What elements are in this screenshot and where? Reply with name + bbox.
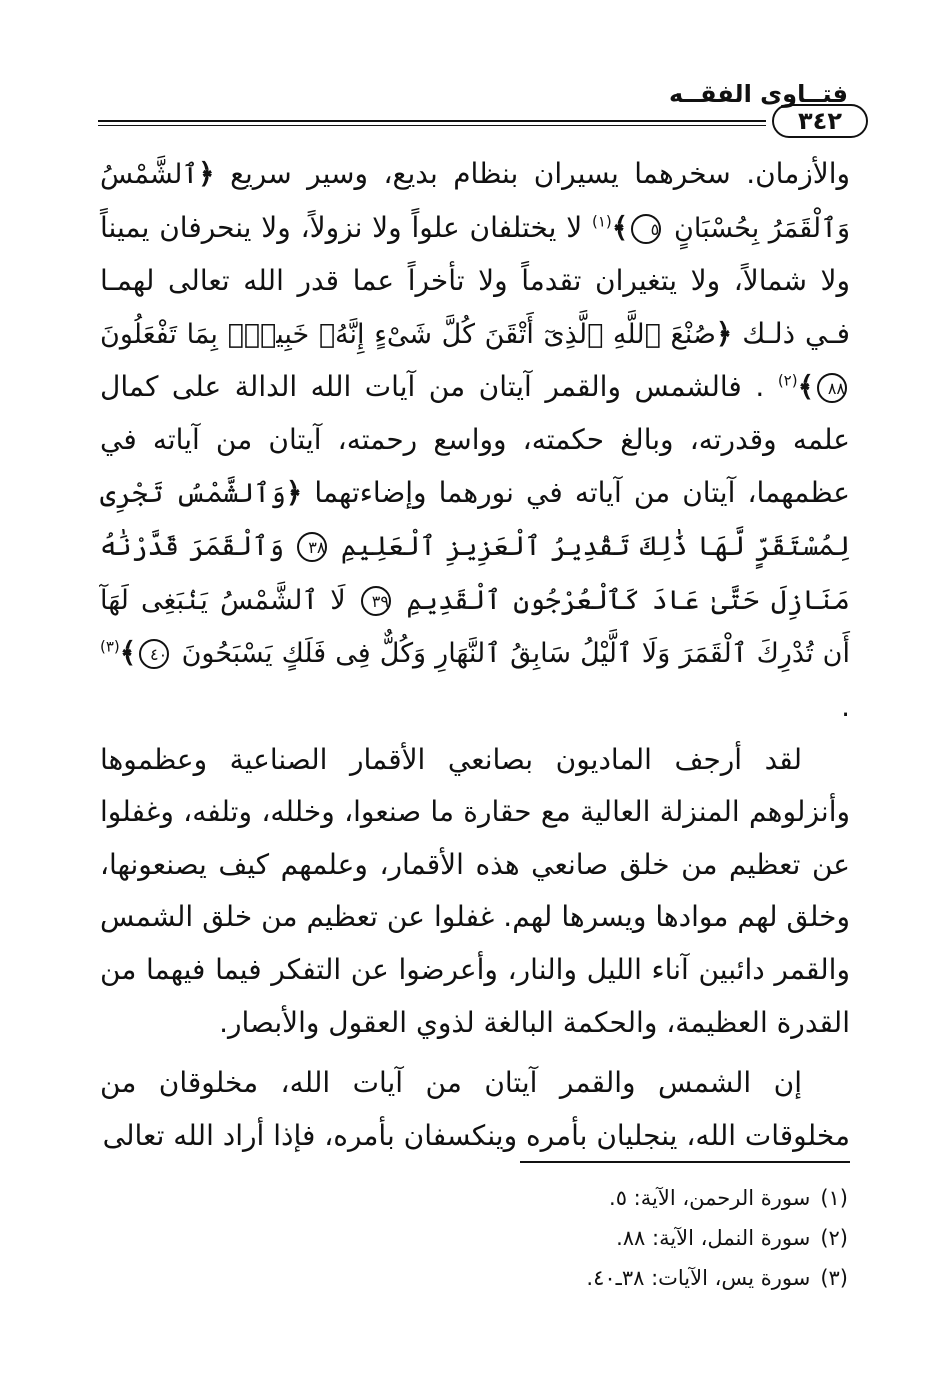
footnote-ref: (١)	[592, 212, 612, 231]
quran-open-bracket: ﴿	[285, 475, 303, 509]
footnote-number: (٢)	[820, 1226, 848, 1250]
quran-verse: لَا ٱلشَّمْسُ يَنۢبَغِى لَهَآ أَن تُدْرِكَ ٱلْقَمَرَ وَلَا ٱلَّيْلُ سَابِقُ ٱلنَّهَارِ وَكُلٌّ فِى فَلَكٍ يَسْبَحُونَ	[100, 584, 850, 670]
footnote-text: سورة الرحمن، الآية: ٥.	[609, 1186, 811, 1210]
quran-verse: وَٱلْقَمَرَ قَدَّرْنَٰهُ مَنَازِلَ حَتَّىٰ عَادَ كَٱلْعُرْجُونِ ٱلْقَدِيمِ	[100, 531, 850, 616]
text-segment: لا يختلفان علواً ولا نزولاً، ولا ينحرفان يميناً ولا شمالاً، ولا يتغيران تقدماً ولا تأخراً عما قدر الله تعالى لهمـا فـي ذلـك	[100, 210, 850, 350]
footnotes	[148, 1178, 848, 1298]
footnote-item	[148, 1178, 848, 1218]
footnote-number: (٣)	[820, 1266, 848, 1290]
text-segment: .	[841, 689, 850, 723]
footnote-item	[148, 1218, 848, 1258]
footnote-ref: (٢)	[777, 372, 798, 391]
footnote-number: (١)	[820, 1186, 848, 1210]
footnote-text: سورة النمل، الآية: ٨٨.	[616, 1226, 811, 1250]
paragraph-1	[100, 148, 850, 734]
quran-close-bracket: ﴾	[797, 370, 814, 404]
quran-close-bracket: ﴾	[611, 210, 629, 244]
footnote-separator	[520, 1161, 850, 1163]
header-rule	[98, 120, 766, 122]
running-title: فتــاوى الفقــه	[669, 80, 848, 108]
quran-verse: صُنْعَ ٱللَّهِ ٱلَّذِىٓ أَتْقَنَ كُلَّ شَىْءٍ إِنَّهُۥ خَبِيرٌۢ بِمَا تَفْعَلُونَ	[100, 318, 716, 350]
quran-open-bracket: ﴿	[198, 157, 215, 190]
text-segment: . فالشمس والقمر آيتان من آيات الله الدالة على كمال علمه وقدرته، وبالغ حكمته، وواسع رحمته، آيتان من آياته في عظمهما، آيتان من آياته في نورهما وإضاءتهما	[100, 370, 850, 509]
ayah-number-marker: ٨٨	[817, 373, 847, 403]
quran-verse: ٱلشَّمْسُ وَٱلْقَمَرُ بِحُسْبَانٍ	[100, 159, 850, 244]
ayah-number-marker: ٤٠	[139, 639, 169, 669]
quran-open-bracket: ﴿	[715, 316, 733, 350]
header-rule-thin	[98, 125, 766, 126]
page-number: ٣٤٢	[772, 104, 868, 138]
ayah-number-marker: ٣٨	[297, 532, 327, 562]
paragraph-3: إن الشمس والقمر آيتان من آيات الله، مخلوقان من مخلوقات الله، ينجليان بأمره وينكسفان بأمره، فإذا أراد الله تعالى	[100, 1066, 850, 1152]
footnote-ref: (٣)	[100, 638, 120, 657]
quran-close-bracket: ﴾	[119, 636, 137, 670]
footnote-text: سورة يس، الآيات: ٣٨ـ٤٠.	[586, 1266, 811, 1290]
quran-verse: وَٱلشَّمْسُ تَجْرِى لِمُسْتَقَرٍّ لَّهَا ذَٰلِكَ تَقْدِيرُ ٱلْعَزِيزِ ٱلْعَلِيمِ	[100, 477, 850, 563]
main-text	[100, 148, 850, 1162]
footnote-item	[148, 1258, 848, 1298]
text-segment: والأزمان. سخرهما يسيران بنظام بديع، وسير سريع	[230, 157, 850, 190]
paragraph-2: لقد أرجف الماديون بصانعي الأقمار الصناعية وعظموها وأنزلوهم المنزلة العالية مع حقارة ما صنعوا، وخلله، وتلفه، وغفلوا عن تعظيم من خلق صانعي هذه الأقمار، وعلمهم كيف يصنعونها، وخلق لهم موادها ويسرها لهم. غفلوا عن تعظيم من خلق الشمس والقمر دائبين آناء الليل والنار، وأعرضوا عن التفكر فيما فيهما من القدرة العظيمة، والحكمة البالغة لذوي العقول والأبصار.	[100, 742, 850, 1039]
ayah-number-marker: ٣٩	[361, 586, 391, 616]
ayah-number-marker: ٥	[631, 214, 661, 244]
